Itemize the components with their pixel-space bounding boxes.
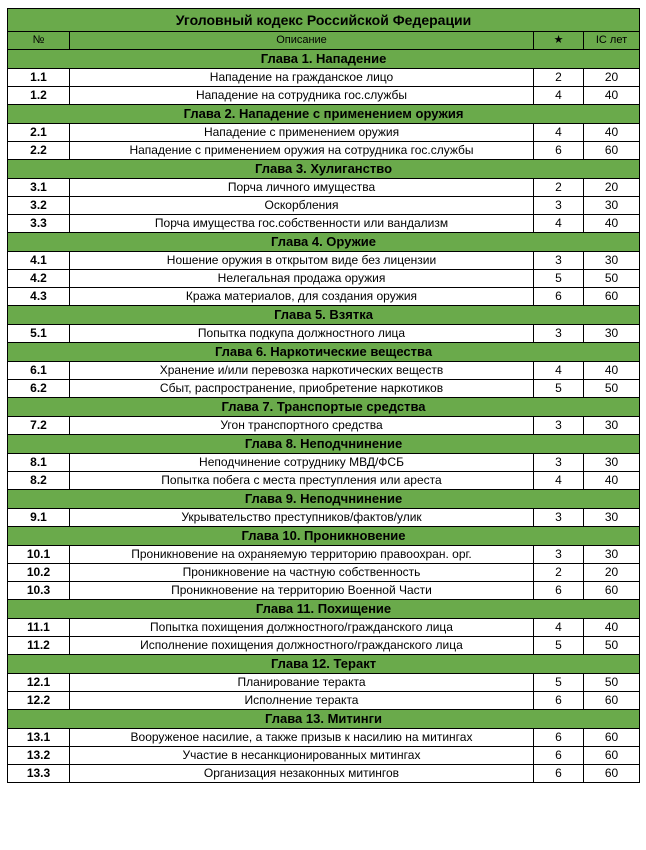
article-years: 40 <box>584 87 640 105</box>
chapter-header-row <box>8 527 640 546</box>
article-stars: 5 <box>534 674 584 692</box>
chapter-title: Глава 9. Неподчнинение <box>8 490 640 509</box>
article-years: 60 <box>584 692 640 710</box>
article-number: 2.2 <box>8 142 70 160</box>
table-row <box>8 252 640 270</box>
article-number: 11.1 <box>8 619 70 637</box>
table-row <box>8 325 640 343</box>
column-header-number: № <box>8 32 70 50</box>
article-description: Сбыт, распространение, приобретение наркотиков <box>70 380 534 398</box>
table-title-row <box>8 9 640 32</box>
article-number: 1.2 <box>8 87 70 105</box>
table-row <box>8 417 640 435</box>
chapter-title: Глава 10. Проникновение <box>8 527 640 546</box>
column-header-years: IC лет <box>584 32 640 50</box>
article-number: 5.1 <box>8 325 70 343</box>
chapter-title: Глава 4. Оружие <box>8 233 640 252</box>
article-description: Организация незаконных митингов <box>70 765 534 783</box>
column-header-description: Описание <box>70 32 534 50</box>
article-years: 40 <box>584 472 640 490</box>
article-stars: 4 <box>534 124 584 142</box>
chapter-header-row <box>8 233 640 252</box>
chapter-header-row <box>8 343 640 362</box>
chapter-title: Глава 2. Нападение с применением оружия <box>8 105 640 124</box>
table-row <box>8 582 640 600</box>
article-years: 20 <box>584 564 640 582</box>
chapter-header-row <box>8 710 640 729</box>
article-number: 4.3 <box>8 288 70 306</box>
criminal-code-document <box>7 8 639 783</box>
article-years: 30 <box>584 546 640 564</box>
article-description: Неподчинение сотруднику МВД/ФСБ <box>70 454 534 472</box>
article-number: 4.1 <box>8 252 70 270</box>
article-years: 50 <box>584 674 640 692</box>
article-description: Порча имущества гос.собственности или вандализм <box>70 215 534 233</box>
chapter-title: Глава 11. Похищение <box>8 600 640 619</box>
article-number: 2.1 <box>8 124 70 142</box>
article-description: Ношение оружия в открытом виде без лицензии <box>70 252 534 270</box>
article-stars: 6 <box>534 765 584 783</box>
table-row <box>8 472 640 490</box>
chapter-header-row <box>8 435 640 454</box>
article-description: Проникновение на территорию Военной Части <box>70 582 534 600</box>
table-row <box>8 747 640 765</box>
article-stars: 4 <box>534 362 584 380</box>
table-row <box>8 142 640 160</box>
article-description: Хранение и/или перевозка наркотических веществ <box>70 362 534 380</box>
article-description: Нападение с применением оружия на сотрудника гос.службы <box>70 142 534 160</box>
article-years: 50 <box>584 270 640 288</box>
chapter-header-row <box>8 398 640 417</box>
article-years: 50 <box>584 380 640 398</box>
article-years: 30 <box>584 325 640 343</box>
article-number: 10.2 <box>8 564 70 582</box>
table-row <box>8 546 640 564</box>
chapter-header-row <box>8 655 640 674</box>
article-stars: 3 <box>534 509 584 527</box>
table-row <box>8 270 640 288</box>
article-number: 4.2 <box>8 270 70 288</box>
article-years: 60 <box>584 142 640 160</box>
article-number: 12.2 <box>8 692 70 710</box>
table-row <box>8 288 640 306</box>
article-description: Нелегальная продажа оружия <box>70 270 534 288</box>
table-row <box>8 215 640 233</box>
article-stars: 2 <box>534 69 584 87</box>
table-row <box>8 362 640 380</box>
article-years: 60 <box>584 729 640 747</box>
article-years: 60 <box>584 765 640 783</box>
chapter-header-row <box>8 306 640 325</box>
chapter-header-row <box>8 160 640 179</box>
table-row <box>8 87 640 105</box>
column-header-stars: ★ <box>534 32 584 50</box>
article-years: 30 <box>584 252 640 270</box>
article-years: 20 <box>584 179 640 197</box>
article-number: 11.2 <box>8 637 70 655</box>
article-description: Нападение с применением оружия <box>70 124 534 142</box>
article-number: 9.1 <box>8 509 70 527</box>
article-stars: 5 <box>534 380 584 398</box>
article-stars: 6 <box>534 729 584 747</box>
chapter-header-row <box>8 105 640 124</box>
article-description: Нападение на гражданское лицо <box>70 69 534 87</box>
table-row <box>8 637 640 655</box>
article-description: Исполнение похищения должностного/гражданского лица <box>70 637 534 655</box>
chapter-header-row <box>8 600 640 619</box>
article-description: Нападение на сотрудника гос.службы <box>70 87 534 105</box>
article-stars: 4 <box>534 472 584 490</box>
article-description: Кража материалов, для создания оружия <box>70 288 534 306</box>
article-stars: 3 <box>534 325 584 343</box>
article-number: 1.1 <box>8 69 70 87</box>
chapter-title: Глава 13. Митинги <box>8 710 640 729</box>
article-number: 8.1 <box>8 454 70 472</box>
article-number: 6.1 <box>8 362 70 380</box>
article-description: Попытка подкупа должностного лица <box>70 325 534 343</box>
article-years: 30 <box>584 454 640 472</box>
article-stars: 6 <box>534 747 584 765</box>
chapter-title: Глава 8. Неподчнинение <box>8 435 640 454</box>
article-years: 60 <box>584 288 640 306</box>
article-description: Оскорбления <box>70 197 534 215</box>
article-stars: 3 <box>534 252 584 270</box>
article-stars: 6 <box>534 142 584 160</box>
table-row <box>8 197 640 215</box>
table-row <box>8 692 640 710</box>
table-row <box>8 454 640 472</box>
article-stars: 4 <box>534 215 584 233</box>
article-years: 60 <box>584 747 640 765</box>
table-title: Уголовный кодекс Российской Федерации <box>8 9 640 32</box>
article-stars: 6 <box>534 692 584 710</box>
article-description: Проникновение на частную собственность <box>70 564 534 582</box>
article-years: 30 <box>584 509 640 527</box>
article-number: 7.2 <box>8 417 70 435</box>
article-number: 10.3 <box>8 582 70 600</box>
article-number: 13.3 <box>8 765 70 783</box>
article-years: 30 <box>584 197 640 215</box>
article-stars: 5 <box>534 637 584 655</box>
article-years: 50 <box>584 637 640 655</box>
table-row <box>8 729 640 747</box>
chapter-title: Глава 1. Нападение <box>8 50 640 69</box>
article-years: 40 <box>584 619 640 637</box>
table-row <box>8 179 640 197</box>
article-description: Укрывательство преступников/фактов/улик <box>70 509 534 527</box>
article-stars: 5 <box>534 270 584 288</box>
article-number: 3.3 <box>8 215 70 233</box>
article-number: 10.1 <box>8 546 70 564</box>
article-number: 3.1 <box>8 179 70 197</box>
chapter-title: Глава 7. Транспортые средства <box>8 398 640 417</box>
article-years: 60 <box>584 582 640 600</box>
article-description: Попытка побега с места преступления или ареста <box>70 472 534 490</box>
article-stars: 3 <box>534 417 584 435</box>
article-number: 8.2 <box>8 472 70 490</box>
article-number: 6.2 <box>8 380 70 398</box>
article-stars: 2 <box>534 179 584 197</box>
table-row <box>8 674 640 692</box>
article-stars: 3 <box>534 454 584 472</box>
article-description: Угон транспортного средства <box>70 417 534 435</box>
table-row <box>8 124 640 142</box>
table-row <box>8 765 640 783</box>
chapter-title: Глава 6. Наркотические вещества <box>8 343 640 362</box>
article-number: 3.2 <box>8 197 70 215</box>
article-description: Вооруженое насилие, а также призыв к насилию на митингах <box>70 729 534 747</box>
chapter-header-row <box>8 490 640 509</box>
article-description: Попытка похищения должностного/гражданского лица <box>70 619 534 637</box>
article-description: Проникновение на охраняемую территорию правоохран. орг. <box>70 546 534 564</box>
criminal-code-table <box>7 8 640 783</box>
article-stars: 6 <box>534 288 584 306</box>
article-years: 30 <box>584 417 640 435</box>
article-number: 13.2 <box>8 747 70 765</box>
article-description: Порча личного имущества <box>70 179 534 197</box>
article-stars: 4 <box>534 87 584 105</box>
table-row <box>8 509 640 527</box>
article-description: Планирование теракта <box>70 674 534 692</box>
chapter-title: Глава 3. Хулиганство <box>8 160 640 179</box>
article-stars: 2 <box>534 564 584 582</box>
table-header-row <box>8 32 640 50</box>
table-row <box>8 564 640 582</box>
article-description: Исполнение теракта <box>70 692 534 710</box>
chapter-title: Глава 12. Теракт <box>8 655 640 674</box>
article-years: 40 <box>584 362 640 380</box>
table-body <box>8 9 640 783</box>
article-number: 13.1 <box>8 729 70 747</box>
article-years: 40 <box>584 215 640 233</box>
article-stars: 6 <box>534 582 584 600</box>
article-years: 40 <box>584 124 640 142</box>
article-stars: 4 <box>534 619 584 637</box>
article-years: 20 <box>584 69 640 87</box>
table-row <box>8 69 640 87</box>
table-row <box>8 619 640 637</box>
article-stars: 3 <box>534 197 584 215</box>
chapter-header-row <box>8 50 640 69</box>
table-row <box>8 380 640 398</box>
article-number: 12.1 <box>8 674 70 692</box>
article-description: Участие в несанкционированных митингах <box>70 747 534 765</box>
chapter-title: Глава 5. Взятка <box>8 306 640 325</box>
article-stars: 3 <box>534 546 584 564</box>
